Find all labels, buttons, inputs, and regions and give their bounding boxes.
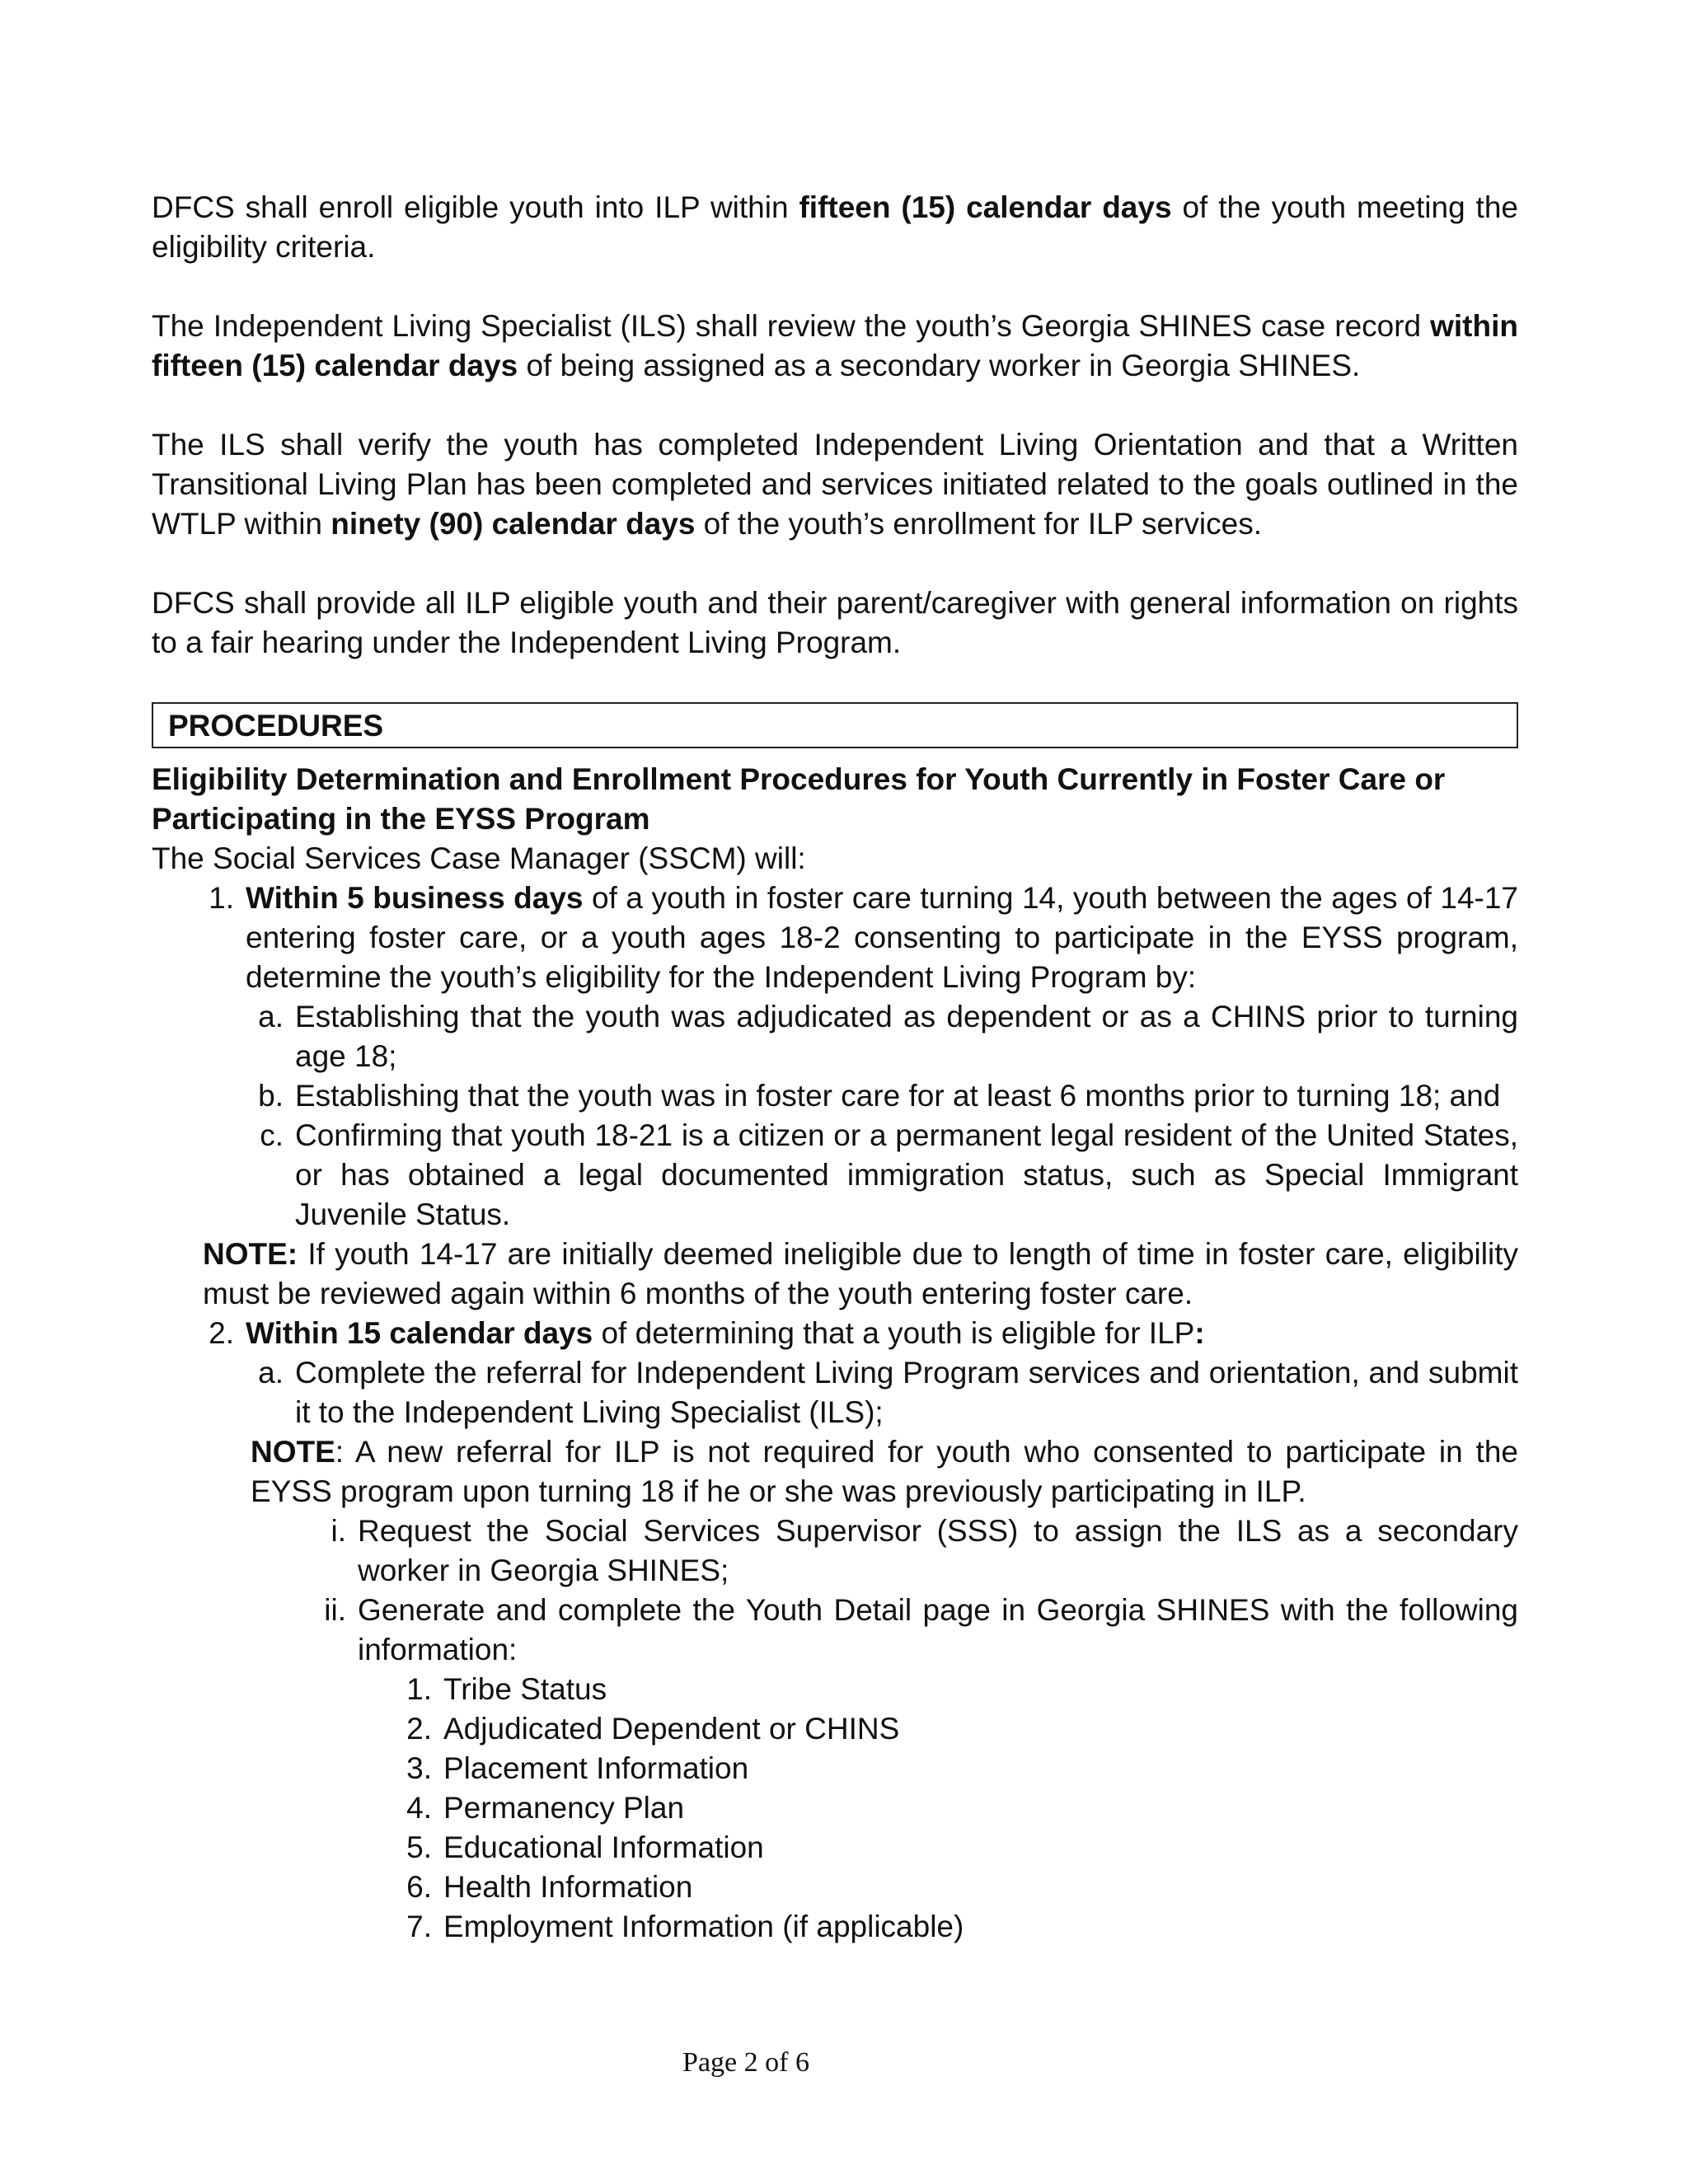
list-letter: b. [258,1079,284,1113]
list-item-1 [152,879,1518,997]
list-letter: a. [258,1356,284,1390]
intro-paragraph-2 [152,307,1518,386]
bold-run: : [1194,1316,1205,1350]
note-label: NOTE [251,1435,335,1469]
note-text: : A new referral for ILP is not required for youth who consented to participate in the EYSS program upon turning 18 if he or she was previously participating in ILP. [251,1435,1518,1508]
text-run: of the youth’s enrollment for ILP services. [695,507,1262,541]
list-number: 1. [406,1672,432,1706]
list-item-text [246,879,1518,997]
text-run: of being assigned as a secondary worker in Georgia SHINES. [518,349,1361,382]
text-run: of determining that a youth is eligible for ILP [593,1316,1195,1350]
list-roman: i. [331,1514,346,1548]
bold-run: fifteen (15) calendar days [799,190,1172,224]
list-letter: c. [260,1118,284,1152]
sub-item-2a [152,1353,1518,1432]
bold-run: Within 5 business days [246,881,584,915]
bold-run: within fifteen (15) calendar days [152,309,1518,382]
note-item-2 [152,1432,1518,1511]
list-number: 2. [209,1316,234,1350]
info-item-3 [152,1749,1518,1788]
list-letter: a. [258,1000,284,1033]
bold-run: Within 15 calendar days [246,1316,593,1350]
list-item-text: Tribe Status [443,1672,607,1706]
list-item-text: Adjudicated Dependent or CHINS [443,1712,900,1746]
list-roman: ii. [324,1593,346,1627]
info-item-7 [152,1907,1518,1947]
list-item-text: Health Information [443,1870,693,1904]
list-item-text: Placement Information [443,1751,749,1785]
list-item-text: Permanency Plan [443,1791,685,1825]
section-heading-text: Eligibility Determination and Enrollment Procedures for Youth Currently in Foster Care or Participating in the EYSS Program [152,762,1446,836]
list-number: 2. [406,1712,432,1746]
sub-item-a [152,997,1518,1076]
lead-sentence: The Social Services Case Manager (SSCM) will: [152,841,806,875]
list-item-text: Establishing that the youth was in foster care for at least 6 months prior to turning 18; and [295,1079,1501,1113]
note-label: NOTE: [203,1237,298,1271]
list-number: 3. [406,1751,432,1785]
note-text: If youth 14-17 are initially deemed ineligible due to length of time in foster care, eligibility must be reviewed again within 6 months of the youth entering foster care. [203,1237,1518,1310]
text-run: of a youth in foster care turning 14, youth between the ages of 14-17 entering foster care, or a youth ages 18-2 consenting to participate in the EYSS program, determine the youth’s eligibility for the Independent Living Program by: [246,881,1518,994]
list-number: 5. [406,1830,432,1864]
info-item-2 [152,1709,1518,1749]
roman-item-ii [152,1591,1518,1670]
list-item-text: Complete the referral for Independent Living Program services and orientation, and submit it to the Independent Living Specialist (ILS); [295,1356,1518,1429]
list-item-text: Confirming that youth 18-21 is a citizen or a permanent legal resident of the United States, or has obtained a legal documented immigration status, such as Special Immigrant Juvenile Status. [295,1118,1518,1231]
intro-paragraph-1 [152,188,1518,267]
info-item-1 [152,1670,1518,1709]
intro-paragraph-3 [152,425,1518,544]
text-run: DFCS shall enroll eligible youth into ILP within [152,190,799,224]
list-item-text: Generate and complete the Youth Detail page in Georgia SHINES with the following information: [358,1593,1518,1666]
intro-paragraph-4: DFCS shall provide all ILP eligible youth and their parent/caregiver with general information on rights to a fair hearing under the Independent Living Program. [152,586,1518,659]
sub-item-b [152,1076,1518,1116]
info-item-4 [152,1788,1518,1828]
list-item-text: Request the Social Services Supervisor (SSS) to assign the ILS as a secondary worker in Georgia SHINES; [358,1514,1518,1587]
page-footer: Page 2 of 6 [682,2047,809,2078]
list-number: 6. [406,1870,432,1904]
procedures-header-box: PROCEDURES [152,702,1518,748]
list-item-text: Establishing that the youth was adjudicated as dependent or as a CHINS prior to turning age 18; [295,1000,1518,1073]
info-item-6 [152,1868,1518,1907]
list-item-text: Educational Information [443,1830,764,1864]
roman-item-i [152,1511,1518,1591]
list-number: 1. [209,881,234,915]
text-run: The ILS shall verify the youth has completed Independent Living Orientation and that a Written Transitional Living Plan has been completed and services initiated related to the goals outlined in the WTLP within [152,428,1518,541]
section-heading [152,760,1518,839]
note-item-1 [152,1235,1518,1314]
page-content [152,188,1518,1947]
list-item-text [246,1314,1518,1353]
sub-item-c [152,1116,1518,1235]
list-item-2 [152,1314,1518,1353]
bold-run: ninety (90) calendar days [331,507,696,541]
text-run: of the youth meeting the eligibility criteria. [152,190,1518,264]
list-number: 7. [406,1910,432,1943]
text-run: The Independent Living Specialist (ILS) shall review the youth’s Georgia SHINES case record [152,309,1431,343]
info-item-5 [152,1828,1518,1868]
list-item-text: Employment Information (if applicable) [443,1910,964,1943]
list-number: 4. [406,1791,432,1825]
